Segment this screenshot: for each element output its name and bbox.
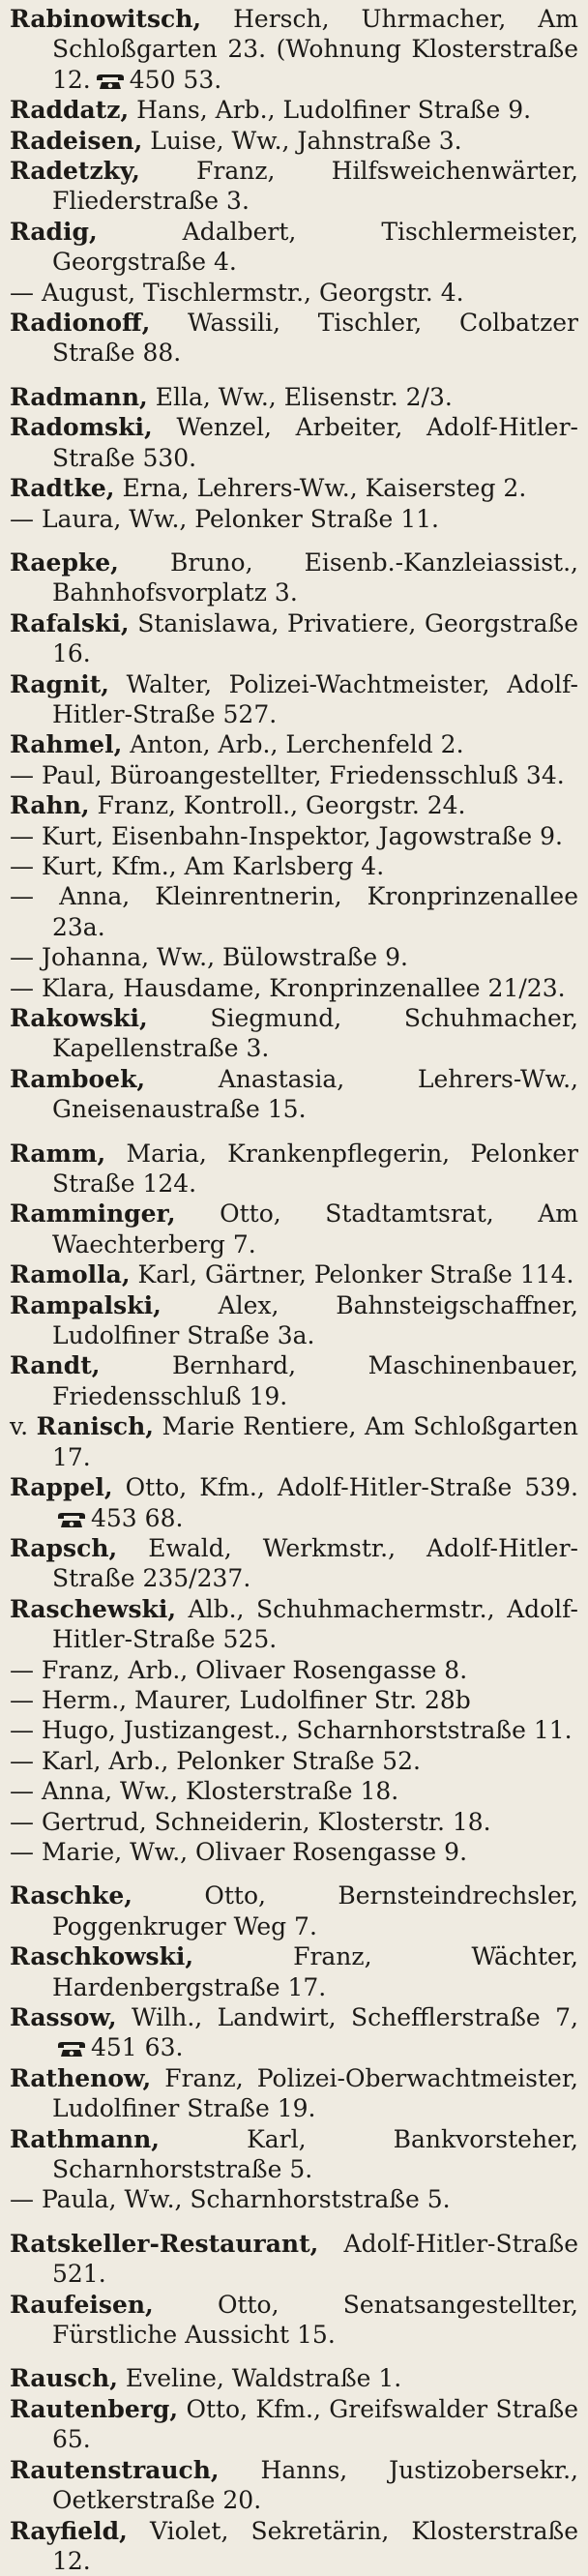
directory-entry — [10, 156, 578, 217]
directory-entry — [10, 821, 578, 851]
directory-entry — [10, 1290, 578, 1351]
telephone-icon — [56, 1512, 87, 1528]
directory-entry — [10, 1594, 578, 1655]
entry-surname: Raschewski, — [10, 1595, 176, 1623]
entry-details: Karl, Gärtner, Pelonker Straße 114. — [131, 1260, 574, 1288]
directory-entry — [10, 504, 578, 534]
directory-entry — [10, 942, 578, 972]
directory-entry — [10, 1139, 578, 1199]
directory-entry — [10, 790, 578, 820]
directory-entry — [10, 1350, 578, 1411]
directory-entry — [10, 412, 578, 473]
directory-entry — [10, 881, 578, 942]
telephone-icon — [95, 74, 126, 90]
entry-details: Franz, Wächter, Hardenbergstraße 17. — [52, 1942, 578, 2000]
entry-details: Ella, Ww., Elisenstr. 2/3. — [148, 383, 453, 411]
directory-entry — [10, 217, 578, 278]
directory-entry — [10, 1064, 578, 1125]
entry-details: Paul, Büroangestellter, Friedensschluß 34. — [42, 761, 565, 789]
entry-details: Franz, Hilfsweichenwärter, Fliederstraße 3. — [52, 157, 578, 215]
entry-details: Anton, Arb., Lerchenfeld 2. — [122, 730, 463, 758]
directory-entry — [10, 1685, 578, 1715]
directory-entry — [10, 2290, 578, 2351]
entry-surname: Raschkowski, — [10, 1942, 193, 1970]
entry-details: Karl, Arb., Pelonker Straße 52. — [42, 1747, 421, 1775]
entry-prefix: — — [10, 505, 42, 533]
entry-details: Otto, Kfm., Greifswalder Straße 65. — [52, 2395, 578, 2453]
entry-surname: Raufeisen, — [10, 2291, 154, 2319]
directory-entry — [10, 2394, 578, 2455]
entry-details: Bernhard, Maschinenbauer, Friedensschluß 19. — [52, 1351, 578, 1409]
directory-entry — [10, 1003, 578, 1064]
entry-details: Kurt, Eisenbahn-Inspektor, Jagowstraße 9. — [42, 822, 563, 850]
directory-entry — [10, 126, 578, 156]
entry-details: Otto, Kfm., Adolf-Hitler-Straße 539. — [113, 1473, 578, 1501]
entry-details: Herm., Maurer, Ludolfiner Str. 28b — [42, 1686, 471, 1714]
directory-entry — [10, 548, 578, 608]
entry-details: Gertrud, Schneiderin, Klosterstr. 18. — [42, 1808, 491, 1836]
entry-surname: Radtke, — [10, 474, 115, 502]
entry-surname: Rappel, — [10, 1473, 113, 1501]
entry-details: Anna, Ww., Klosterstraße 18. — [42, 1777, 398, 1805]
directory-entry — [10, 1472, 578, 1533]
entry-surname: Ramboek, — [10, 1065, 145, 1093]
entry-details: Violet, Sekretärin, Klosterstraße 12. — [52, 2517, 578, 2575]
directory-entry — [10, 669, 578, 730]
phone-number: 451 63. — [91, 2033, 183, 2061]
entry-details: Karl, Bankvorsteher, Scharnhorststraße 5. — [52, 2125, 578, 2183]
directory-entry — [10, 1411, 578, 1472]
entry-surname: Rausch, — [10, 2364, 118, 2392]
entry-details: Wassili, Tischler, Colbatzer Straße 88. — [52, 309, 578, 367]
entry-details: Ewald, Werkmstr., Adolf-Hitler-Straße 235/237. — [52, 1534, 578, 1592]
phone-number: 453 68. — [91, 1504, 183, 1532]
entry-details: Luise, Ww., Jahnstraße 3. — [142, 127, 461, 155]
entry-surname: Radmann, — [10, 383, 148, 411]
entry-surname: Rathenow, — [10, 2064, 151, 2092]
entry-surname: Rahmel, — [10, 730, 122, 758]
entry-surname: Rayfield, — [10, 2517, 128, 2545]
directory-entry — [10, 1715, 578, 1745]
entry-details: Hugo, Justizangest., Scharnhorststraße 11. — [42, 1716, 573, 1744]
entry-surname: Ramminger, — [10, 1199, 176, 1228]
directory-entry — [10, 1533, 578, 1594]
entry-prefix: — — [10, 1686, 42, 1714]
phone-number: 450 53. — [130, 66, 221, 94]
entry-prefix: — — [10, 1747, 42, 1775]
directory-entry — [10, 851, 578, 881]
entry-prefix: v. — [10, 1412, 37, 1440]
entry-details: Kurt, Kfm., Am Karlsberg 4. — [42, 852, 384, 880]
telephone-icon — [56, 2041, 87, 2058]
directory-entry — [10, 608, 578, 669]
entry-details: Marie, Ww., Olivaer Rosengasse 9. — [42, 1838, 467, 1866]
entry-prefix: — — [10, 2185, 42, 2213]
entry-details: Franz, Kontroll., Georgstr. 24. — [90, 791, 466, 819]
entry-surname: Rabinowitsch, — [10, 5, 201, 33]
entry-surname: Radomski, — [10, 413, 153, 441]
entry-prefix: — — [10, 1716, 42, 1744]
entry-details: Wilh., Landwirt, Schefflerstraße 7, — [117, 2003, 578, 2031]
entry-surname: Radionoff, — [10, 309, 150, 337]
entry-prefix: — — [10, 974, 42, 1002]
directory-entry — [10, 729, 578, 759]
entry-prefix: — — [10, 279, 42, 307]
entry-details: Franz, Arb., Olivaer Rosengasse 8. — [42, 1656, 467, 1684]
entry-details: Walter, Polizei-Wachtmeister, Adolf-Hitler-Straße 527. — [52, 670, 578, 728]
directory-entry — [10, 2516, 578, 2576]
entry-surname: Ramm, — [10, 1140, 105, 1168]
entry-surname: Ramolla, — [10, 1260, 131, 1288]
entry-details: Franz, Polizei-Oberwachtmeister, Ludolfiner Straße 19. — [52, 2064, 578, 2122]
entry-details: Paula, Ww., Scharnhorststraße 5. — [42, 2185, 451, 2213]
directory-entry — [10, 1199, 578, 1259]
directory-entry — [10, 2229, 578, 2290]
entry-surname: Randt, — [10, 1351, 100, 1379]
directory-entry — [10, 1880, 578, 1941]
entry-surname: Rautenberg, — [10, 2395, 178, 2423]
entry-details: Hans, Arb., Ludolfiner Straße 9. — [129, 96, 531, 124]
directory-entry — [10, 1837, 578, 1867]
entry-surname: Rassow, — [10, 2003, 117, 2031]
entry-prefix: — — [10, 882, 59, 910]
directory-entry — [10, 473, 578, 503]
directory-entry — [10, 1941, 578, 2002]
entry-details: Otto, Stadtamtsrat, Am Waechterberg 7. — [52, 1199, 578, 1258]
entry-details: Klara, Hausdame, Kronprinzenallee 21/23. — [42, 974, 566, 1002]
entry-surname: Rampalski, — [10, 1291, 162, 1319]
entry-surname: Ranisch, — [37, 1412, 154, 1440]
entry-surname: Ragnit, — [10, 670, 109, 698]
entry-details: Johanna, Ww., Bülowstraße 9. — [42, 943, 408, 971]
entry-details: Siegmund, Schuhmacher, Kapellenstraße 3. — [52, 1004, 578, 1062]
entry-surname: Raschke, — [10, 1881, 132, 1910]
entry-surname: Rautenstrauch, — [10, 2456, 220, 2484]
entry-details: Otto, Senatsangestellter, Fürstliche Aussicht 15. — [52, 2291, 578, 2349]
entry-details: Anastasia, Lehrers-Ww., Gneisenaustraße 15. — [52, 1065, 578, 1123]
entry-details: August, Tischlermstr., Georgstr. 4. — [42, 279, 464, 307]
entry-prefix: — — [10, 822, 42, 850]
directory-entry — [10, 4, 578, 95]
entry-details: Bruno, Eisenb.-Kanzleiassist., Bahnhofsvorplatz 3. — [52, 548, 578, 607]
directory-entry — [10, 2063, 578, 2124]
entry-details: Maria, Krankenpflegerin, Pelonker Straße 124. — [52, 1140, 578, 1198]
entry-surname: Rathmann, — [10, 2125, 160, 2153]
entry-details: Erna, Lehrers-Ww., Kaisersteg 2. — [115, 474, 527, 502]
directory-entry — [10, 95, 578, 125]
entry-surname: Raepke, — [10, 548, 119, 577]
entry-details: Eveline, Waldstraße 1. — [118, 2364, 401, 2392]
entry-prefix: — — [10, 852, 42, 880]
entry-details: Hanns, Justizobersekr., Oetkerstraße 20. — [52, 2456, 578, 2514]
entry-surname: Rafalski, — [10, 609, 130, 637]
entry-surname: Radetzky, — [10, 157, 140, 185]
entry-prefix: — — [10, 761, 42, 789]
entry-details: Marie Rentiere, Am Schloßgarten 17. — [52, 1412, 578, 1470]
entry-surname: Raddatz, — [10, 96, 129, 124]
entry-details: Anna, Kleinrentnerin, Kronprinzenallee 23a. — [52, 882, 578, 940]
entry-prefix: — — [10, 1777, 42, 1805]
directory-entry — [10, 1776, 578, 1806]
directory-entry — [10, 1259, 578, 1289]
directory-entry — [10, 2363, 578, 2393]
directory-entry — [10, 1807, 578, 1837]
directory-entry — [10, 2455, 578, 2516]
directory-entry — [10, 382, 578, 412]
entry-surname: Rapsch, — [10, 1534, 117, 1562]
entry-prefix: — — [10, 1838, 42, 1866]
entry-details: Adolf-Hitler-Straße 521. — [52, 2230, 578, 2288]
directory-entry — [10, 1655, 578, 1685]
directory-entry — [10, 2184, 578, 2214]
entry-details: Stanislawa, Privatiere, Georgstraße 16. — [52, 609, 578, 667]
entry-surname: Ratskeller-Restaurant, — [10, 2230, 318, 2258]
entry-surname: Radeisen, — [10, 127, 142, 155]
entry-details: Otto, Bernsteindrechsler, Poggenkruger Weg 7. — [52, 1881, 578, 1939]
entry-prefix: — — [10, 1656, 42, 1684]
directory-entry — [10, 278, 578, 308]
entry-details: Alb., Schuhmachermstr., Adolf-Hitler-Straße 525. — [52, 1595, 578, 1653]
entry-prefix: — — [10, 1808, 42, 1836]
entry-details: Laura, Ww., Pelonker Straße 11. — [42, 505, 439, 533]
directory-entry — [10, 2002, 578, 2063]
entry-details: Wenzel, Arbeiter, Adolf-Hitler-Straße 530. — [52, 413, 578, 471]
entry-surname: Rahn, — [10, 791, 90, 819]
directory-entry — [10, 760, 578, 790]
entry-surname: Rakowski, — [10, 1004, 148, 1032]
entry-details: Alex, Bahnsteigschaffner, Ludolfiner Straße 3a. — [52, 1291, 578, 1349]
directory-entry — [10, 308, 578, 369]
entry-surname: Radig, — [10, 218, 98, 246]
entry-prefix: — — [10, 943, 42, 971]
entry-details: Hersch, Uhrmacher, Am Schloßgarten 23. (Wohnung Klosterstraße 12. — [52, 5, 578, 94]
directory-entry — [10, 1746, 578, 1776]
directory-entry — [10, 2124, 578, 2185]
entry-details: Adalbert, Tischlermeister, Georgstraße 4. — [52, 218, 578, 276]
directory-entry — [10, 973, 578, 1003]
